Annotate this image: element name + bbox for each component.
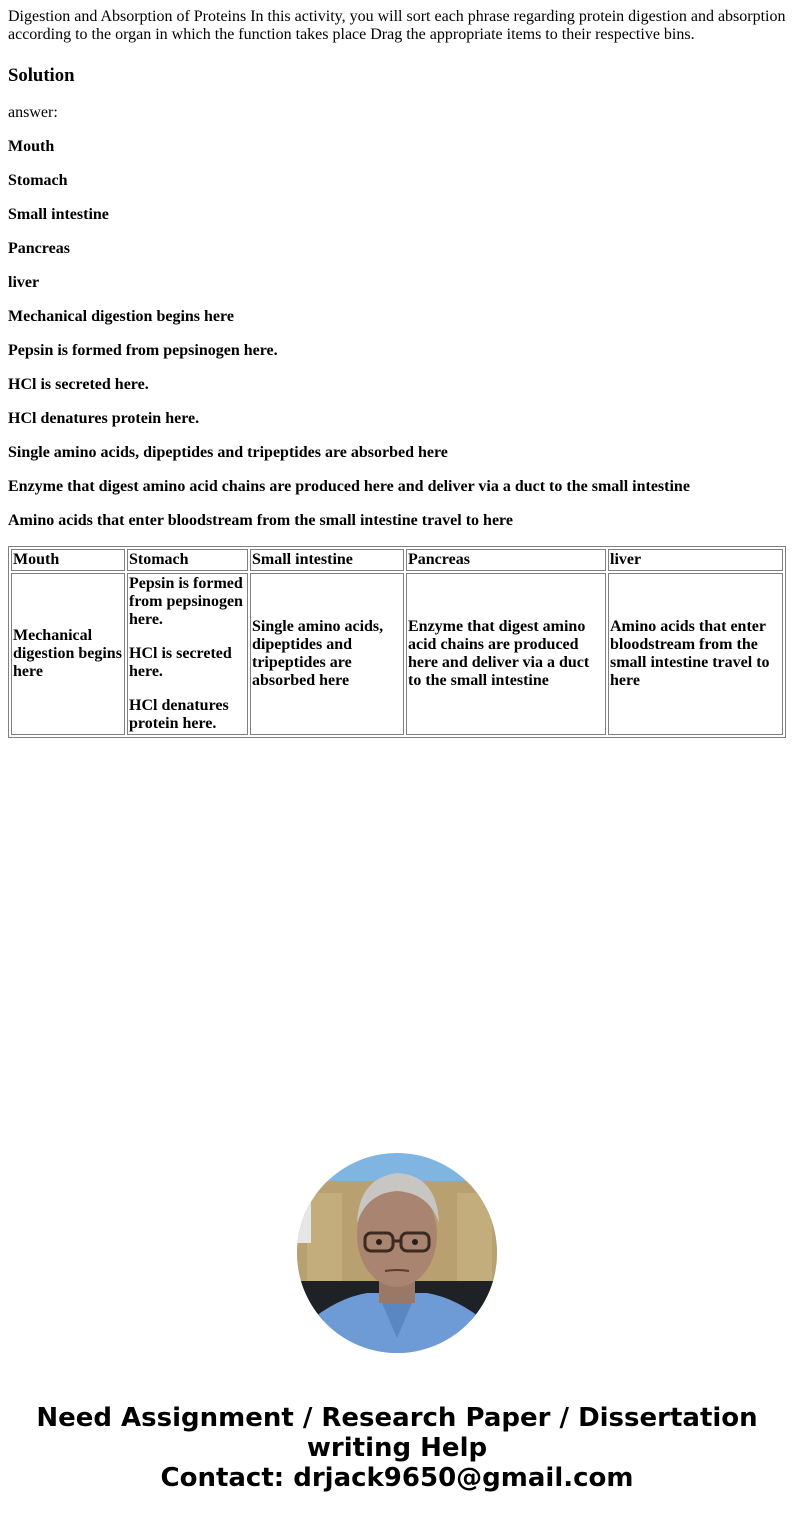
phrase-pepsin: Pepsin is formed from pepsinogen here.: [8, 342, 278, 359]
question-text: Digestion and Absorption of Proteins In this activity, you will sort each phrase regarding protein digestion and absorption according to the organ in which the function takes place Drag the appropriate items to their respective bins.: [8, 8, 786, 43]
header-liver: liver: [608, 549, 783, 571]
author-photo: [297, 1153, 497, 1353]
bin-item: Pepsin is formed from pepsinogen here.: [129, 575, 243, 628]
solution-heading: Solution: [8, 65, 75, 86]
document-body: [8, 8, 786, 738]
bin-item: HCl denatures protein here.: [129, 697, 229, 732]
phrase-liver: liver: [8, 274, 40, 291]
answer-label: answer:: [8, 104, 58, 121]
phrase-enzyme: Enzyme that digest amino acid chains are produced here and deliver via a duct to the small intestine: [8, 478, 690, 495]
header-stomach: Stomach: [127, 549, 248, 571]
phrase-mouth: Mouth: [8, 138, 55, 155]
bin-item: Single amino acids, dipeptides and tripeptides are absorbed here: [252, 618, 384, 689]
bin-liver: [608, 573, 783, 735]
table-header-row: [11, 549, 783, 571]
bin-item: HCl is secreted here.: [129, 645, 232, 680]
contact-banner: [0, 1403, 794, 1493]
phrase-liver-travel: Amino acids that enter bloodstream from the small intestine travel to here: [8, 512, 513, 529]
phrase-pancreas: Pancreas: [8, 240, 70, 257]
bin-item: Amino acids that enter bloodstream from the small intestine travel to here: [610, 618, 770, 689]
bin-small-intestine: [250, 573, 404, 735]
phrase-stomach: Stomach: [8, 172, 68, 189]
header-small-intestine: Small intestine: [250, 549, 404, 571]
bin-stomach: [127, 573, 248, 735]
phrase-hcl-secreted: HCl is secreted here.: [8, 376, 149, 393]
header-pancreas: Pancreas: [406, 549, 606, 571]
portrait-image: [297, 1153, 497, 1353]
phrase-small-intestine: Small intestine: [8, 206, 109, 223]
phrase-absorption: Single amino acids, dipeptides and tripeptides are absorbed here: [8, 444, 448, 461]
bin-pancreas: [406, 573, 606, 735]
table-row: [11, 573, 783, 735]
banner-contact-email: Contact: drjack9650@gmail.com: [160, 1463, 634, 1493]
phrase-hcl-denatures: HCl denatures protein here.: [8, 410, 200, 427]
bin-item: Mechanical digestion begins here: [13, 627, 122, 680]
header-mouth: Mouth: [11, 549, 125, 571]
organ-bins-table: [8, 546, 786, 738]
phrase-mechanical-digestion: Mechanical digestion begins here: [8, 308, 234, 325]
bin-item: Enzyme that digest amino acid chains are produced here and deliver via a duct to the small intestine: [408, 618, 590, 689]
banner-line-2: writing Help: [306, 1433, 488, 1463]
banner-line-1: Need Assignment / Research Paper / Dissertation: [36, 1403, 758, 1433]
bin-mouth: [11, 573, 125, 735]
